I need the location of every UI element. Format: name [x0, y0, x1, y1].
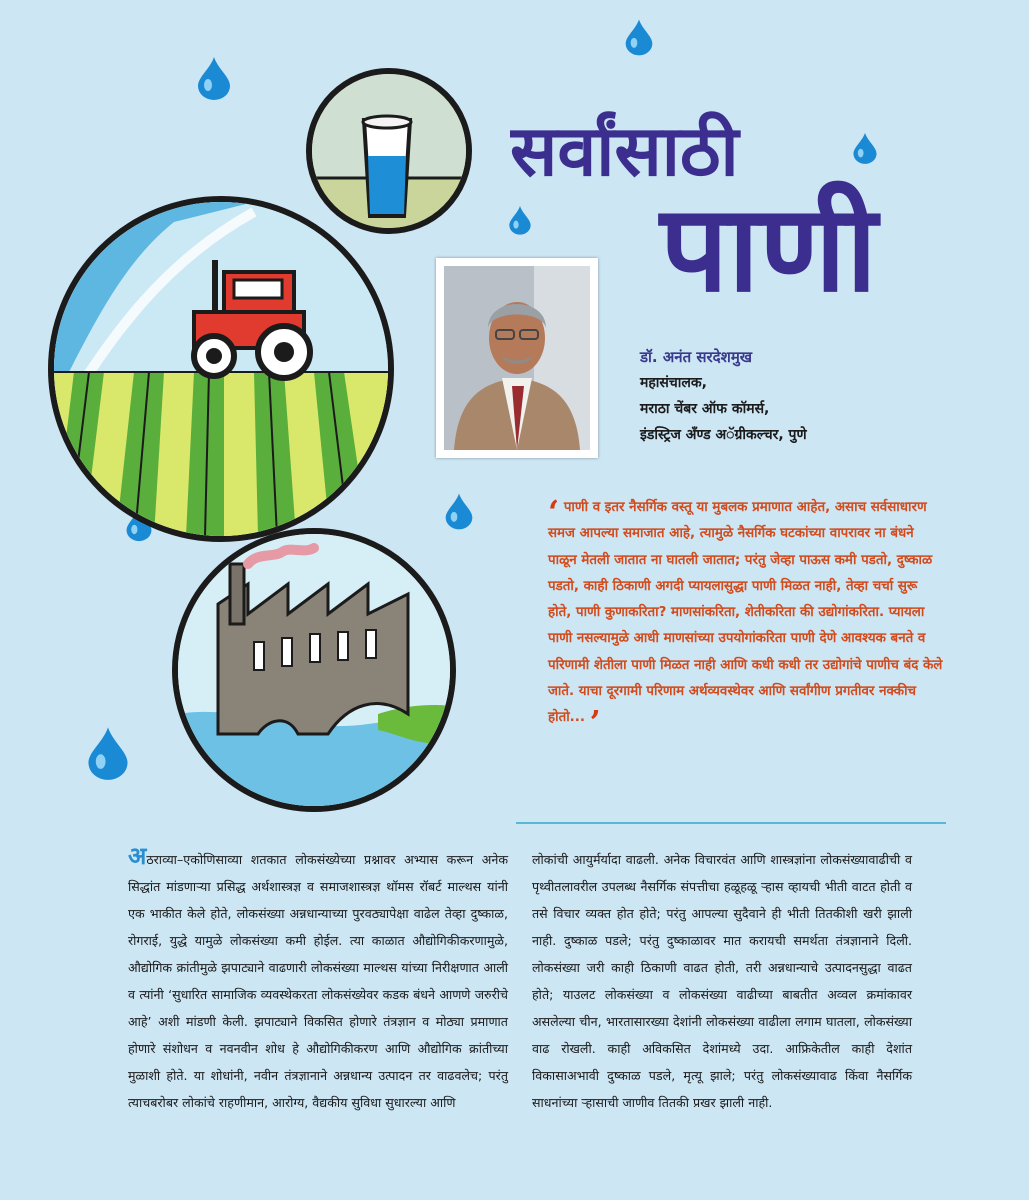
author-designation: महासंचालक,	[640, 375, 707, 391]
author-byline	[640, 344, 1000, 448]
author-organization: मराठा चेंबर ऑफ कॉमर्स,	[640, 401, 770, 417]
body-column-left	[128, 842, 508, 1116]
quote-text: पाणी व इतर नैसर्गिक वस्तू या मुबलक प्रमाणात आहेत, असाच सर्वसाधारण समज आपल्या समाजात आहे, त्यामुळे नैसर्गिक घटकांच्या वापरावर ना बंधने पाळून मेतली जातात ना घातली जातात; परंतु जेव्हा पाऊस कमी पडतो, दुष्काळ पडतो, काही ठिकाणी अगदी प्यायलासुद्धा पाणी मिळत नाही, तेव्हा चर्चा सुरू होते, पाणी कुणाकरिता? माणसांकरिता, शेतीकरिता की उद्योगांकरिता. प्यायला पाणी नसल्यामुळे आधी माणसांच्या उपयोगांकरिता पाणी देणे आवश्यक बनते व परिणामी शेतीला पाणी मिळत नाही आणि कधी कधी तर उद्योगांचे पाणीच बंद केले जाते. याचा दूरगामी परिणाम अर्थव्यवस्थेवर आणि सर्वांगीण प्रगतीवर नक्कीच होतो...	[548, 500, 943, 726]
water-glass-icon	[312, 74, 466, 228]
author-name: डॉ. अनंत सरदेशमुख	[640, 348, 753, 366]
water-drop-icon	[624, 16, 654, 58]
water-glass-illustration	[306, 68, 472, 234]
body-text-left: ठराव्या–एकोणिसाव्या शतकात लोकसंख्येच्या प्रश्नावर अभ्यास करून अनेक सिद्धांत मांडणाऱ्या प्रसिद्ध अर्थशास्त्रज्ञ व समाजशास्त्रज्ञ थॉमस रॉबर्ट माल्थस यांनी एक भाकीत केले होते, लोकसंख्या अन्नधान्याच्या पुरवठ्यापेक्षा वाढेल तेव्हा दुष्काळ, रोगराई, युद्धे यामुळे लोकसंख्या कमी होईल. त्या काळात औद्योगिकीकरणामुळे, औद्योगिक क्रांतीमुळे झपाट्याने वाढणारी लोकसंख्या माल्थस यांच्या निरीक्षणात आली व त्यांनी ‘सुधारित सामाजिक व्यवस्थेकरता लोकसंख्येवर कडक बंधने आणणे जरुरीचे आहे’ अशी मांडणी केली. झपाट्याने विकसित होणारे तंत्रज्ञान व मोठ्या प्रमाणात होणारे संशोधन व नवनवीन शोध हे औद्योगिकीकरण आणि औद्योगिक क्रांतीच्या मुळाशी होते. या शोधांनी, नवीन तंत्रज्ञानाने अन्नधान्य उत्पादन तर वाढवलेच; परंतु त्याचबरोबर लोकांचे राहणीमान, आरोग्य, वैद्यकीय सुविधा सुधारल्या आणि	[128, 852, 508, 1110]
title-line-1: सर्वांसाठी	[510, 110, 739, 192]
title-line-2: पाणी	[660, 180, 878, 315]
divider	[516, 822, 946, 824]
factory-river-icon	[178, 534, 450, 806]
water-drop-icon	[86, 722, 130, 784]
tractor-field-illustration	[48, 196, 394, 542]
body-text-right: लोकांची आयुर्मर्यादा वाढली. अनेक विचारवंत आणि शास्त्रज्ञांना लोकसंख्यावाढीची व पृथ्वीतलावरील उपलब्ध नैसर्गिक संपत्तीचा हळूहळू ऱ्हास व्हायची भीती वाटत होती व तसे विचार व्यक्त होत होते; परंतु आपल्या सुदैवाने ही भीती तितकीशी खरी झाली नाही. दुष्काळ पडले; परंतु दुष्काळावर मात करायची समर्थता तंत्रज्ञानाने दिली. लोकसंख्या जरी काही ठिकाणी वाढत होती, तरी अन्नधान्याचे उत्पादनसुद्धा वाढत होते; याउलट लोकसंख्या व लोकसंख्या वाढीच्या बाबतीत अव्वल क्रमांकावर असलेल्या चीन, भारतासारख्या देशांनी लोकसंख्या वाढीला लगाम घातला, लोकसंख्या वाढ रोखली. काही अविकसित देशांमध्ये उदा. आफ्रिकेतील काही देशांत विकासाअभावी दुष्काळ पडले, मृत्यू झाले; परंतु लोकसंख्यावाढ किंवा नैसर्गिक साधनांच्या ऱ्हासाची जाणीव तितकी प्रखर झाली नाही.	[532, 852, 912, 1110]
water-drop-icon	[196, 55, 232, 101]
author-photo	[436, 258, 598, 458]
body-column-right	[532, 846, 912, 1116]
drop-cap: अ	[128, 842, 147, 870]
water-drop-icon	[444, 490, 474, 532]
author-organization-line2: इंडस्ट्रिज अँण्ड अॅग्रीकल्चर, पुणे	[640, 427, 807, 443]
tractor-field-icon	[54, 202, 388, 536]
factory-river-illustration	[172, 528, 456, 812]
quote-close-mark: ’	[589, 703, 601, 742]
pull-quote	[548, 493, 944, 742]
quote-open-mark: ‘	[548, 493, 560, 531]
